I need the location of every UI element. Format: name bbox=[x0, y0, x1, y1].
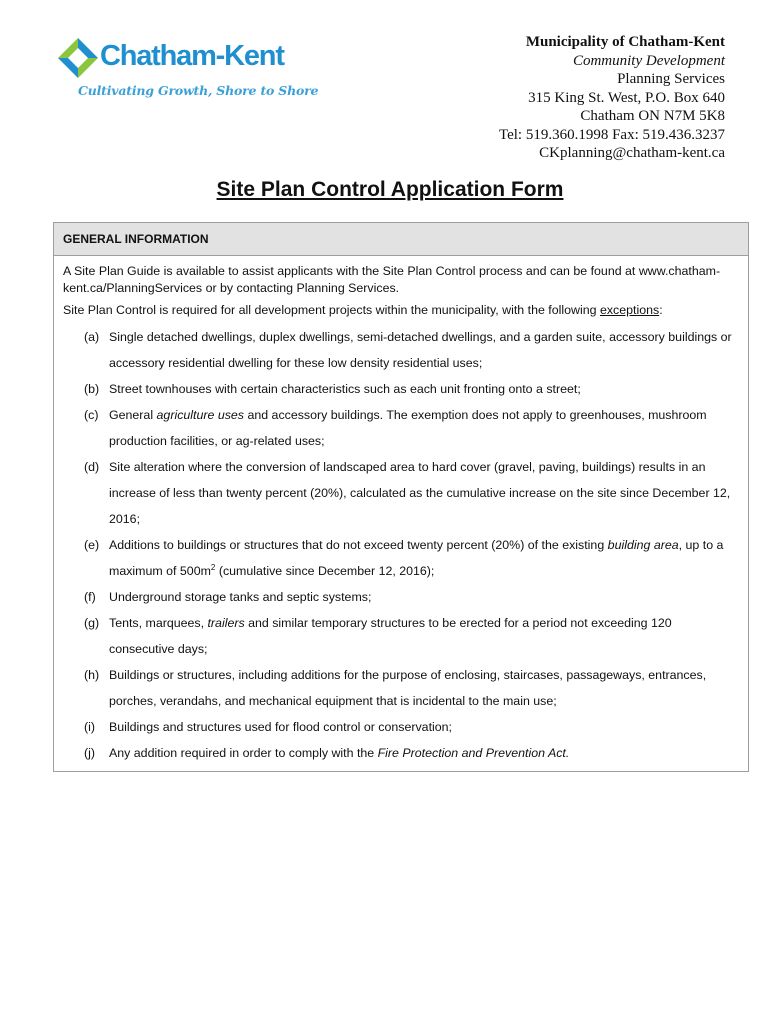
exception-text-part: Any addition required in order to comply with the bbox=[109, 746, 378, 760]
section-header: GENERAL INFORMATION bbox=[54, 223, 748, 256]
exception-label: (a) bbox=[84, 330, 100, 344]
exception-label: (g) bbox=[84, 616, 100, 630]
exception-text-part: , up to a maximum of 500m bbox=[109, 538, 724, 578]
exception-label: (j) bbox=[84, 746, 96, 760]
logo-tagline: Cultivating Growth, Shore to Shore bbox=[78, 83, 319, 98]
exception-text: Underground storage tanks and septic systems; bbox=[109, 590, 372, 604]
exception-text bbox=[109, 610, 740, 662]
section-body bbox=[54, 256, 748, 766]
exception-text bbox=[109, 532, 740, 584]
exception-text: Single detached dwellings, duplex dwellings, semi-detached dwellings, and a garden suite, accessory buildings or accessory residential dwelling for these low density residential uses; bbox=[109, 330, 732, 370]
exception-item-i bbox=[63, 714, 740, 740]
municipality-address bbox=[499, 33, 725, 163]
phone-fax: Tel: 519.360.1998 Fax: 519.436.3237 bbox=[498, 126, 725, 143]
exception-text-part: (cumulative since December 12, 2016); bbox=[215, 564, 435, 578]
exception-item-g bbox=[63, 610, 740, 662]
exception-italic-term: trailers bbox=[207, 616, 245, 630]
exception-label: (e) bbox=[84, 538, 100, 552]
email-address: CKplanning@chatham-kent.ca bbox=[539, 145, 725, 161]
exception-text-part: and similar temporary structures to be erected for a period not exceeding 120 consecutive days; bbox=[109, 616, 672, 656]
exception-item-j bbox=[63, 740, 740, 766]
exception-text: Site alteration where the conversion of landscaped area to hard cover (gravel, paving, buildings) results in an increase of less than twenty percent (20%), calculated as the cumulative increase on the site since December 12, 2016; bbox=[109, 460, 731, 526]
exception-item-f bbox=[63, 584, 740, 610]
street-address: 315 King St. West, P.O. Box 640 bbox=[528, 89, 725, 106]
exception-text: Buildings or structures, including additions for the purpose of enclosing, staircases, passageways, entrances, porches, verandahs, and mechanical equipment that is incidental to the main use; bbox=[109, 668, 707, 708]
exception-text-part: Tents, marquees, bbox=[109, 616, 208, 630]
exception-text: Buildings and structures used for flood control or conservation; bbox=[109, 720, 452, 734]
page-title: Site Plan Control Application Form bbox=[216, 178, 564, 201]
exception-item-e bbox=[63, 532, 740, 584]
exception-label: (h) bbox=[84, 668, 100, 682]
municipality-name: Municipality of Chatham-Kent bbox=[525, 34, 725, 50]
exception-text-part: and accessory buildings. The exemption does not apply to greenhouses, mushroom production facilities, or ag-related uses; bbox=[109, 408, 707, 448]
exception-label: (f) bbox=[84, 590, 96, 604]
exception-label: (b) bbox=[84, 382, 100, 396]
division-name: Planning Services bbox=[617, 71, 725, 87]
exceptions-list bbox=[63, 324, 740, 766]
exception-item-b bbox=[63, 376, 740, 402]
exception-text bbox=[109, 740, 740, 766]
exception-item-c bbox=[63, 402, 740, 454]
exception-text-part: Additions to buildings or structures that do not exceed twenty percent (20%) of the existing bbox=[109, 538, 608, 552]
exception-label: (c) bbox=[84, 408, 99, 422]
requirement-colon: : bbox=[659, 303, 663, 317]
exception-italic-term: Fire Protection and Prevention Act. bbox=[377, 746, 570, 760]
exceptions-underlined: exceptions bbox=[599, 303, 660, 317]
exception-label: (i) bbox=[84, 720, 96, 734]
requirement-text: Site Plan Control is required for all development projects within the municipality, with the following bbox=[63, 303, 600, 317]
exception-label: (d) bbox=[84, 460, 100, 474]
logo-name: Chatham-Kent bbox=[100, 40, 284, 72]
requirement-paragraph bbox=[63, 302, 740, 319]
chatham-kent-logo bbox=[56, 36, 319, 106]
general-information-section bbox=[53, 222, 749, 772]
exception-italic-term: building area bbox=[607, 538, 679, 552]
exception-item-d bbox=[63, 454, 740, 532]
exception-italic-term: agriculture uses bbox=[156, 408, 244, 422]
city-postal: Chatham ON N7M 5K8 bbox=[580, 108, 725, 124]
exception-item-a bbox=[63, 324, 740, 376]
department-name: Community Development bbox=[572, 52, 725, 69]
exception-text: Street townhouses with certain characteristics such as each unit fronting onto a street; bbox=[109, 382, 581, 396]
exception-text-part: General bbox=[109, 408, 157, 422]
diamond-logo-icon bbox=[56, 36, 102, 82]
site-plan-guide-paragraph: A Site Plan Guide is available to assist applicants with the Site Plan Control process and can be found at www.chatham-kent.ca/PlanningServices or by contacting Planning Services. bbox=[63, 264, 721, 295]
exception-item-h bbox=[63, 662, 740, 714]
exception-text bbox=[109, 402, 740, 454]
superscript: 2 bbox=[210, 562, 216, 572]
